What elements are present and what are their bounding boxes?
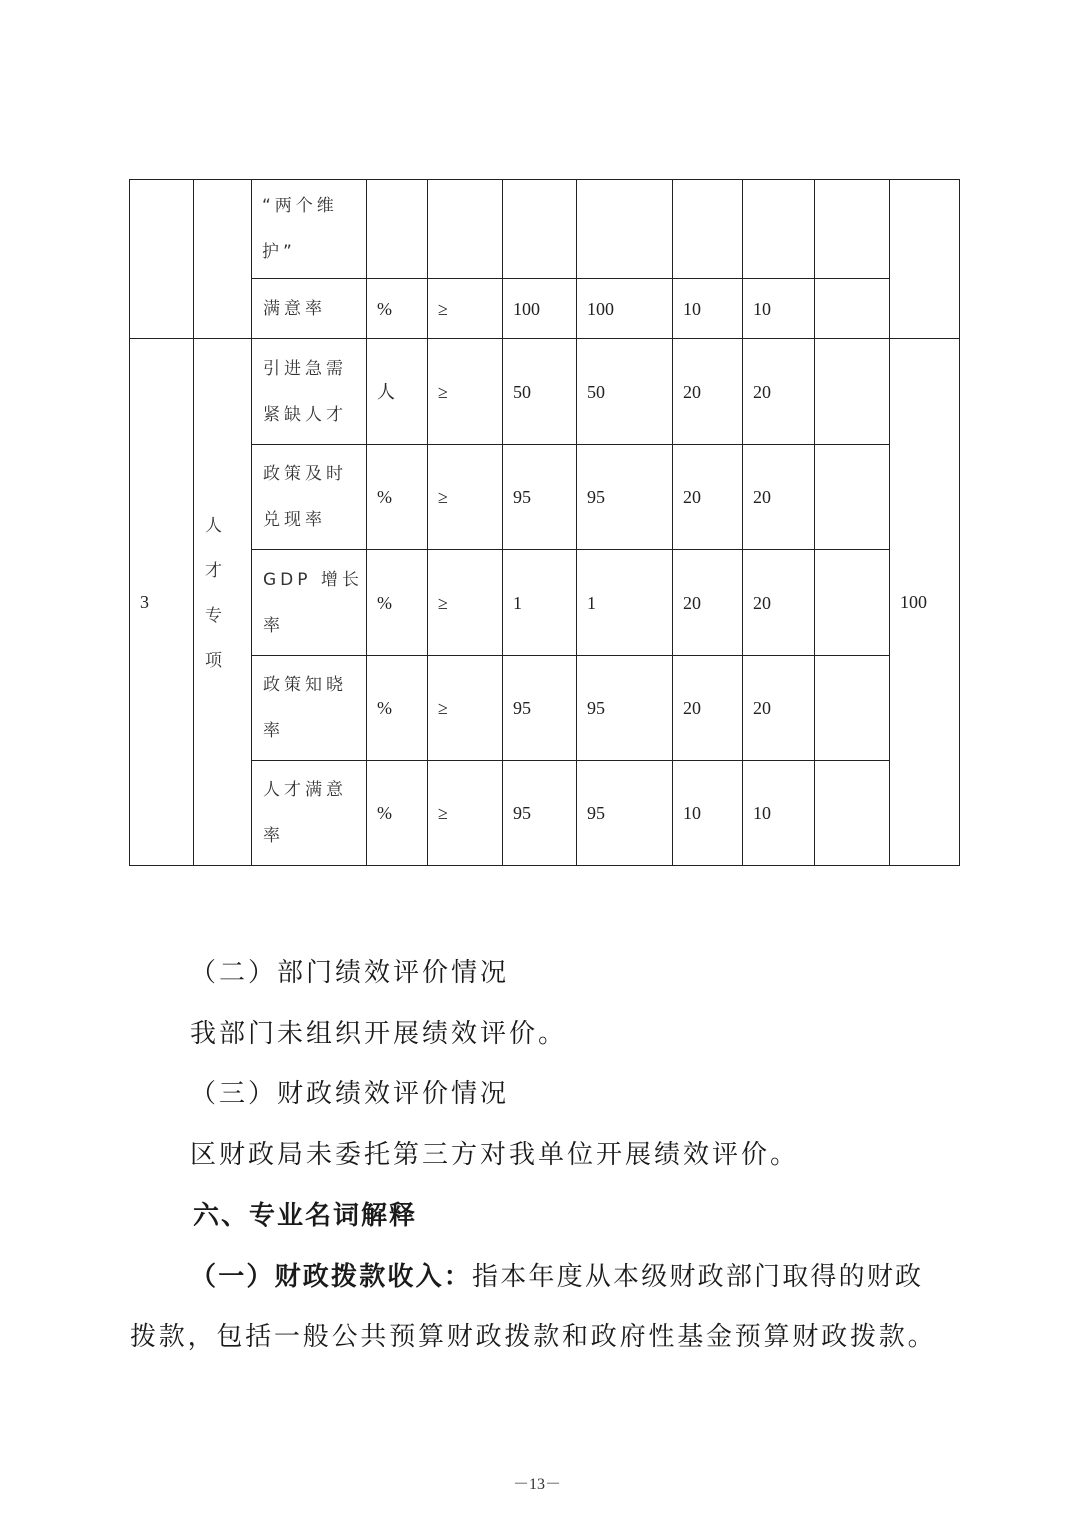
- actual-cell: 95: [577, 656, 673, 761]
- score-cell: 10: [743, 761, 815, 866]
- glossary-term: （一）财政拨款收入：: [190, 1262, 473, 1292]
- operator-cell: ≥: [428, 339, 503, 445]
- target-cell: 95: [503, 761, 577, 866]
- note-cell: [815, 180, 890, 279]
- unit-cell: %: [367, 445, 428, 550]
- indicator-cell: 政策及时兑现率: [252, 445, 367, 550]
- weight-cell: 20: [673, 656, 743, 761]
- weight-cell: 20: [673, 445, 743, 550]
- table-row: [130, 180, 960, 279]
- actual-cell: 50: [577, 339, 673, 445]
- unit-cell: %: [367, 761, 428, 866]
- unit-cell: %: [367, 656, 428, 761]
- target-cell: 50: [503, 339, 577, 445]
- weight-cell: 20: [673, 550, 743, 656]
- operator-cell: ≥: [428, 656, 503, 761]
- table-row: [130, 445, 960, 550]
- operator-cell: ≥: [428, 279, 503, 339]
- score-cell: [743, 180, 815, 279]
- unit-cell: [367, 180, 428, 279]
- total-cell: 100: [890, 339, 960, 866]
- category-cell: [194, 339, 252, 866]
- actual-cell: 95: [577, 761, 673, 866]
- glossary-heading: 六、专业名词解释: [193, 1201, 418, 1231]
- score-cell: 20: [743, 656, 815, 761]
- dept-eval-text: 我部门未组织开展绩效评价。: [190, 1019, 568, 1049]
- target-cell: 100: [503, 279, 577, 339]
- indicator-cell: 引进急需紧缺人才: [252, 339, 367, 445]
- indicator-cell: 人才满意率: [252, 761, 367, 866]
- weight-cell: 10: [673, 761, 743, 866]
- performance-table: [129, 179, 960, 866]
- note-cell: [815, 550, 890, 656]
- category-cell: [194, 180, 252, 339]
- operator-cell: ≥: [428, 445, 503, 550]
- page-number: －13－: [512, 1476, 561, 1493]
- dept-eval-heading: （二）部门绩效评价情况: [190, 958, 510, 988]
- unit-cell: %: [367, 279, 428, 339]
- actual-cell: 95: [577, 445, 673, 550]
- unit-cell: %: [367, 550, 428, 656]
- glossary-definition: 指本年度从本级财政部门取得的财政: [472, 1262, 924, 1292]
- target-cell: [503, 180, 577, 279]
- total-cell: [890, 180, 960, 339]
- indicator-cell: 满意率: [252, 279, 367, 339]
- category-label: 人才专项: [205, 516, 222, 671]
- operator-cell: ≥: [428, 761, 503, 866]
- table-row: [130, 761, 960, 866]
- target-cell: 95: [503, 445, 577, 550]
- indicator-cell: “两个维护”: [252, 180, 367, 279]
- actual-cell: [577, 180, 673, 279]
- table-row: [130, 656, 960, 761]
- note-cell: [815, 279, 890, 339]
- table-row: [130, 339, 960, 445]
- score-cell: 20: [743, 339, 815, 445]
- note-cell: [815, 339, 890, 445]
- note-cell: [815, 656, 890, 761]
- weight-cell: 20: [673, 339, 743, 445]
- target-cell: 95: [503, 656, 577, 761]
- fin-eval-heading: （三）财政绩效评价情况: [190, 1079, 510, 1109]
- actual-cell: 1: [577, 550, 673, 656]
- table-row: [130, 550, 960, 656]
- operator-cell: ≥: [428, 550, 503, 656]
- weight-cell: [673, 180, 743, 279]
- indicator-cell: 政策知晓率: [252, 656, 367, 761]
- note-cell: [815, 445, 890, 550]
- glossary-item-1-line-2: 拨款，包括一般公共预算财政拨款和政府性基金预算财政拨款。: [130, 1322, 937, 1352]
- index-cell: [130, 180, 194, 339]
- indicator-cell: GDP 增长率: [252, 550, 367, 656]
- score-cell: 20: [743, 550, 815, 656]
- actual-cell: 100: [577, 279, 673, 339]
- fin-eval-text: 区财政局未委托第三方对我单位开展绩效评价。: [190, 1140, 800, 1170]
- operator-cell: [428, 180, 503, 279]
- weight-cell: 10: [673, 279, 743, 339]
- note-cell: [815, 761, 890, 866]
- score-cell: 20: [743, 445, 815, 550]
- score-cell: 10: [743, 279, 815, 339]
- glossary-item-1-line-1: [190, 1256, 923, 1293]
- target-cell: 1: [503, 550, 577, 656]
- unit-cell: 人: [367, 339, 428, 445]
- index-cell: 3: [130, 339, 194, 866]
- table-row: [130, 279, 960, 339]
